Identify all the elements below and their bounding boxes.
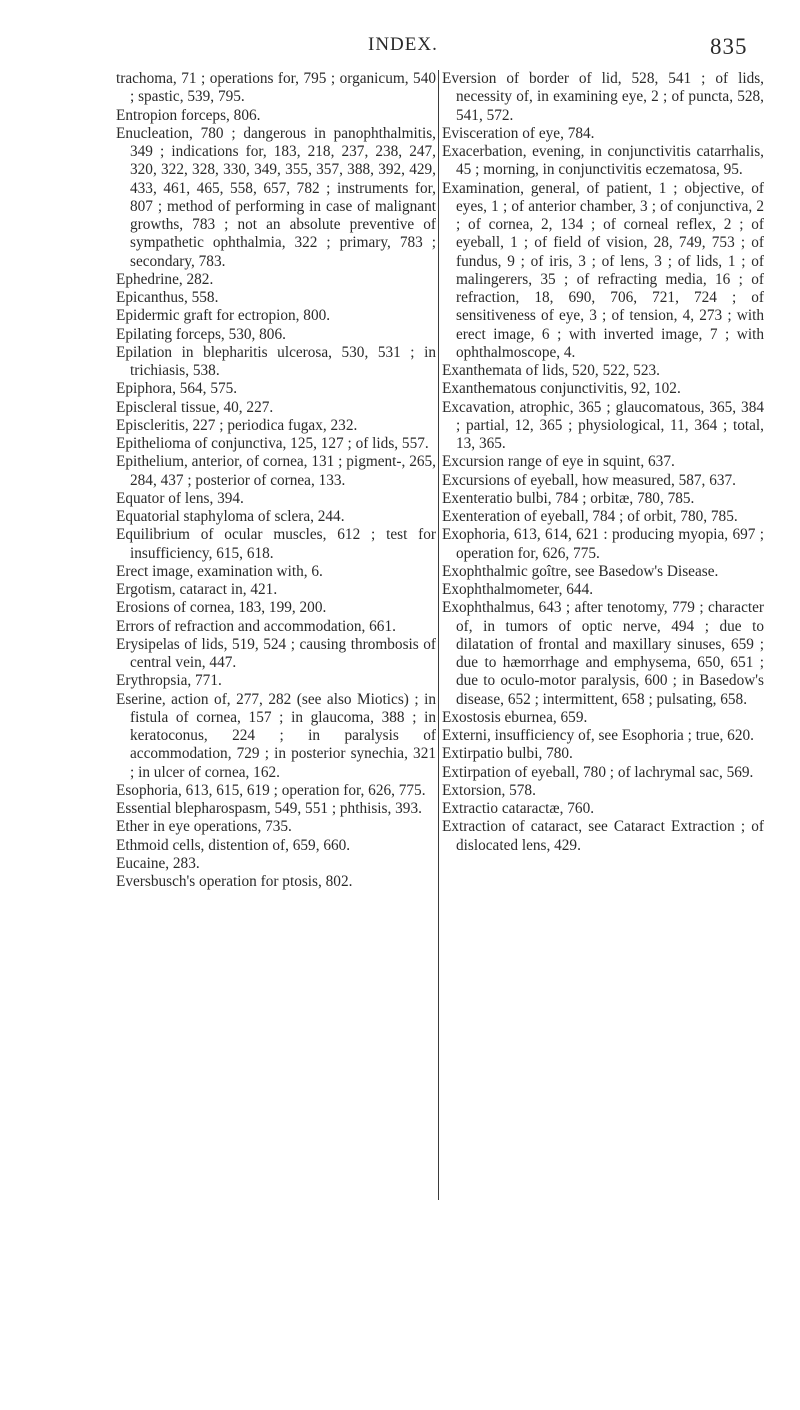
index-entry: Excavation, atrophic, 365 ; glaucomatous, 365, 384 ; partial, 12, 365 ; physiological, 11, 364 ; total, 13, 365. — [442, 398, 764, 452]
index-entry: Examination, general, of patient, 1 ; objective, of eyes, 1 ; of anterior chamber, 3 ; of conjunctiva, 2 ; of cornea, 2, 134 ; of corneal reflex, 2 ; of eyeball, 1 ; of field of vision, 28, 749, 753 ; of fundus, 9 ; of iris, 3 ; of lens, 3 ; of lids, 1 ; of malingerers, 35 ; of refracting media, 16 ; of refraction, 18, 690, 706, 721, 724 ; of sensitiveness of eye, 3 ; of tension, 4, 273 ; with erect image, 6 ; with inverted image, 7 ; with ophthalmoscope, 4. — [442, 179, 764, 361]
index-entry: Episcleral tissue, 40, 227. — [116, 398, 274, 416]
column-divider — [438, 70, 439, 1200]
index-entry: Epithelioma of conjunctiva, 125, 127 ; of lids, 557. — [116, 435, 429, 452]
index-entry: Evisceration of eye, 784. — [442, 124, 595, 142]
index-entry: Extirpatio bulbi, 780. — [442, 745, 573, 763]
index-entry: Erysipelas of lids, 519, 524 ; causing thrombosis of central vein, 447. — [116, 635, 436, 671]
index-entry: Exostosis eburnea, 659. — [442, 708, 588, 726]
index-entry: Exophthalmic goître, see Basedow's Disease. — [442, 562, 719, 580]
index-entry: Erosions of cornea, 183, 199, 200. — [116, 599, 327, 617]
index-entry: Ephedrine, 282. — [116, 270, 214, 288]
index-entry: Epiphora, 564, 575. — [116, 380, 238, 398]
index-entry: Erythropsia, 771. — [116, 672, 222, 690]
page-header — [0, 34, 800, 60]
index-entry: Exenteration of eyeball, 784 ; of orbit, 780, 785. — [442, 508, 738, 525]
page-number: 835 — [710, 34, 748, 59]
index-entry: Episcleritis, 227 ; periodica fugax, 232. — [116, 416, 358, 434]
index-entry: Exophoria, 613, 614, 621 : producing myopia, 697 ; operation for, 626, 775. — [442, 526, 764, 562]
index-entry: Externi, insufficiency of, see Esophoria ; true, 620. — [442, 727, 754, 744]
index-entry: Ergotism, cataract in, 421. — [116, 581, 278, 598]
index-entry: Extorsion, 578. — [442, 781, 536, 799]
index-entry: Equilibrium of ocular muscles, 612 ; test for insufficiency, 615, 618. — [116, 526, 436, 562]
index-entry: Epilating forceps, 530, 806. — [116, 325, 286, 343]
index-entry: Extractio cataractæ, 760. — [442, 800, 595, 817]
index-entry: Epilation in blepharitis ulcerosa, 530, 531 ; in trichiasis, 538. — [116, 343, 436, 379]
index-entry: Epicanthus, 558. — [116, 289, 219, 306]
index-column-left — [116, 70, 436, 891]
index-entry: Errors of refraction and accommodation, 661. — [116, 617, 396, 635]
index-entry: Esophoria, 613, 615, 619 ; operation for, 626, 775. — [116, 781, 426, 799]
index-entry: Extirpation of eyeball, 780 ; of lachrymal sac, 569. — [442, 763, 754, 781]
index-entry: Exophthalmometer, 644. — [442, 581, 594, 598]
index-entry: Essential blepharospasm, 549, 551 ; phthisis, 393. — [116, 800, 422, 817]
index-entry: Erect image, examination with, 6. — [116, 562, 323, 580]
index-entry: Exacerbation, evening, in conjunctivitis catarrhalis, 45 ; morning, in conjunctivitis eczematosa, 95. — [442, 143, 764, 179]
index-entry: Extraction of cataract, see Cataract Extraction ; of dislocated lens, 429. — [442, 818, 764, 854]
index-entry: Equator of lens, 394. — [116, 489, 244, 507]
index-entry: Equatorial staphyloma of sclera, 244. — [116, 508, 345, 525]
index-entry: Ether in eye operations, 735. — [116, 818, 292, 836]
index-entry: Exanthemata of lids, 520, 522, 523. — [442, 362, 660, 379]
running-title: INDEX. — [368, 34, 438, 55]
index-entry: Excursion range of eye in squint, 637. — [442, 453, 675, 471]
index-column-right — [442, 70, 764, 855]
index-entry: Exenteratio bulbi, 784 ; orbitæ, 780, 785. — [442, 489, 695, 507]
index-entry: trachoma, 71 ; operations for, 795 ; organicum, 540 ; spastic, 539, 795. — [116, 70, 436, 106]
index-entry: Eserine, action of, 277, 282 (see also Miotics) ; in fistula of cornea, 157 ; in glaucoma, 388 ; in keratoconus, 224 ; in paralysis of accommodation, 729 ; in posterior synechia, 321 ; in ulcer of cornea, 162. — [116, 690, 436, 781]
index-entry: Exophthalmus, 643 ; after tenotomy, 779 ; character of, in tumors of optic nerve, 494 ; due to dilatation of frontal and maxillary sinuses, 659 ; due to hæmorrhage and emphysema, 650, 651 ; due to oculo-motor paralysis, 600 ; in Basedow's disease, 652 ; intermittent, 658 ; pulsating, 658. — [442, 599, 764, 708]
index-entry: Eucaine, 283. — [116, 854, 200, 872]
index-entry: Excursions of eyeball, how measured, 587, 637. — [442, 471, 736, 489]
index-entry: Entropion forceps, 806. — [116, 106, 261, 124]
index-entry: Epithelium, anterior, of cornea, 131 ; pigment-, 265, 284, 437 ; posterior of cornea, 133. — [116, 453, 436, 489]
index-entry: Exanthematous conjunctivitis, 92, 102. — [442, 380, 681, 398]
index-entry: Eversion of border of lid, 528, 541 ; of lids, necessity of, in examining eye, 2 ; of puncta, 528, 541, 572. — [442, 70, 764, 124]
index-entry: Enucleation, 780 ; dangerous in panophthalmitis, 349 ; indications for, 183, 218, 237, 238, 247, 320, 322, 328, 330, 349, 355, 357, 388, 392, 429, 433, 461, 465, 558, 657, 782 ; instruments for, 807 ; method of performing in case of malignant growths, 783 ; not an absolute preventive of sympathetic ophthalmia, 322 ; primary, 783 ; secondary, 783. — [116, 124, 436, 270]
index-entry: Ethmoid cells, distention of, 659, 660. — [116, 836, 351, 854]
index-entry: Eversbusch's operation for ptosis, 802. — [116, 873, 353, 890]
index-entry: Epidermic graft for ectropion, 800. — [116, 307, 331, 325]
